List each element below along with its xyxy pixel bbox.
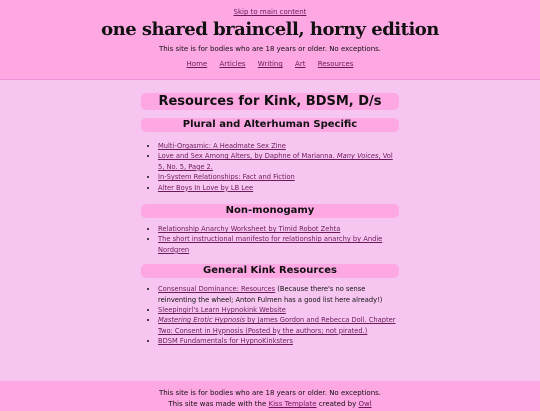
resource-link[interactable]: Consensual Dominance: Resources: [158, 285, 276, 294]
resource-link[interactable]: BDSM Fundamentals for HypnoKinksters: [158, 337, 293, 346]
resource-link[interactable]: Relationship Anarchy Worksheet by Timid Robot Zehta: [158, 225, 341, 234]
main-nav: [0, 60, 540, 68]
site-title: one shared braincell, horny edition: [101, 19, 439, 40]
page-title: Resources for Kink, BDSM, D/s: [141, 93, 399, 110]
link-text: by James Gordon and Rebecca Doll. Chapter Two: Consent in Hypnosis (Posted by the authors; not pirated.): [158, 316, 396, 335]
resource-link[interactable]: The short instructional manifesto for relationship anarchy by Andie Nordgren: [158, 235, 383, 254]
list-item: [158, 284, 399, 305]
section-heading-general-kink: General Kink Resources: [141, 264, 399, 278]
resource-link[interactable]: Multi-Orgasmic: A Headmate Sex Zine: [158, 142, 286, 150]
resource-list-non-monogamy: [141, 224, 399, 255]
nav-resources[interactable]: Resources: [317, 60, 354, 68]
list-item: [158, 234, 399, 255]
footer-age-notice: This site is for bodies who are 18 years or older. No exceptions.: [158, 389, 382, 397]
publication-title: Many Voices: [336, 152, 379, 161]
main-content: [141, 93, 399, 347]
section-heading-non-monogamy: Non-monogamy: [141, 204, 399, 218]
resource-list-plural: [141, 141, 399, 193]
skip-to-content-link[interactable]: Skip to main content: [233, 8, 307, 16]
credit-text: This site was made with the: [168, 400, 269, 408]
list-item: [158, 141, 399, 151]
list-item: [158, 224, 399, 234]
credit-text: created by: [316, 400, 359, 408]
footer-credit: [0, 400, 540, 408]
resource-list-general-kink: [141, 284, 399, 346]
list-item: [158, 172, 399, 182]
resource-link[interactable]: In-System Relationships: Fact and Fiction: [158, 173, 295, 182]
resource-link[interactable]: Sleepingirl's Learn Hypnokink Website: [158, 306, 286, 315]
list-item: [158, 336, 399, 346]
resource-link[interactable]: Alter Boys In Love by LB Lee: [158, 183, 254, 192]
age-notice: This site is for bodies who are 18 years or older. No exceptions.: [158, 45, 382, 53]
resource-link[interactable]: [158, 316, 395, 334]
list-item: [158, 183, 399, 193]
resource-link[interactable]: [158, 152, 393, 170]
section-heading-plural: Plural and Alterhuman Specific: [141, 118, 399, 132]
nav-writing[interactable]: Writing: [257, 60, 283, 68]
resource-note: (Because there's no sense reinventing the wheel; Anton Fulmen has a good list here already!): [158, 285, 383, 304]
nav-home[interactable]: Home: [186, 60, 208, 68]
list-item: [158, 315, 399, 336]
list-item: [158, 151, 399, 172]
site-header: [0, 0, 540, 80]
nav-art[interactable]: Art: [295, 60, 306, 68]
nav-articles[interactable]: Articles: [219, 60, 246, 68]
book-title: Mastering Erotic Hypnosis: [158, 316, 246, 325]
list-item: [158, 305, 399, 315]
template-link[interactable]: Kiss Template: [268, 400, 317, 408]
site-footer: [0, 381, 540, 411]
link-text: , Vol 5, No. 5, Page 2.: [158, 152, 393, 171]
author-link[interactable]: Owl: [358, 400, 372, 408]
link-text: Love and Sex Among Alters, by Daphne of Marianna.: [158, 152, 337, 161]
